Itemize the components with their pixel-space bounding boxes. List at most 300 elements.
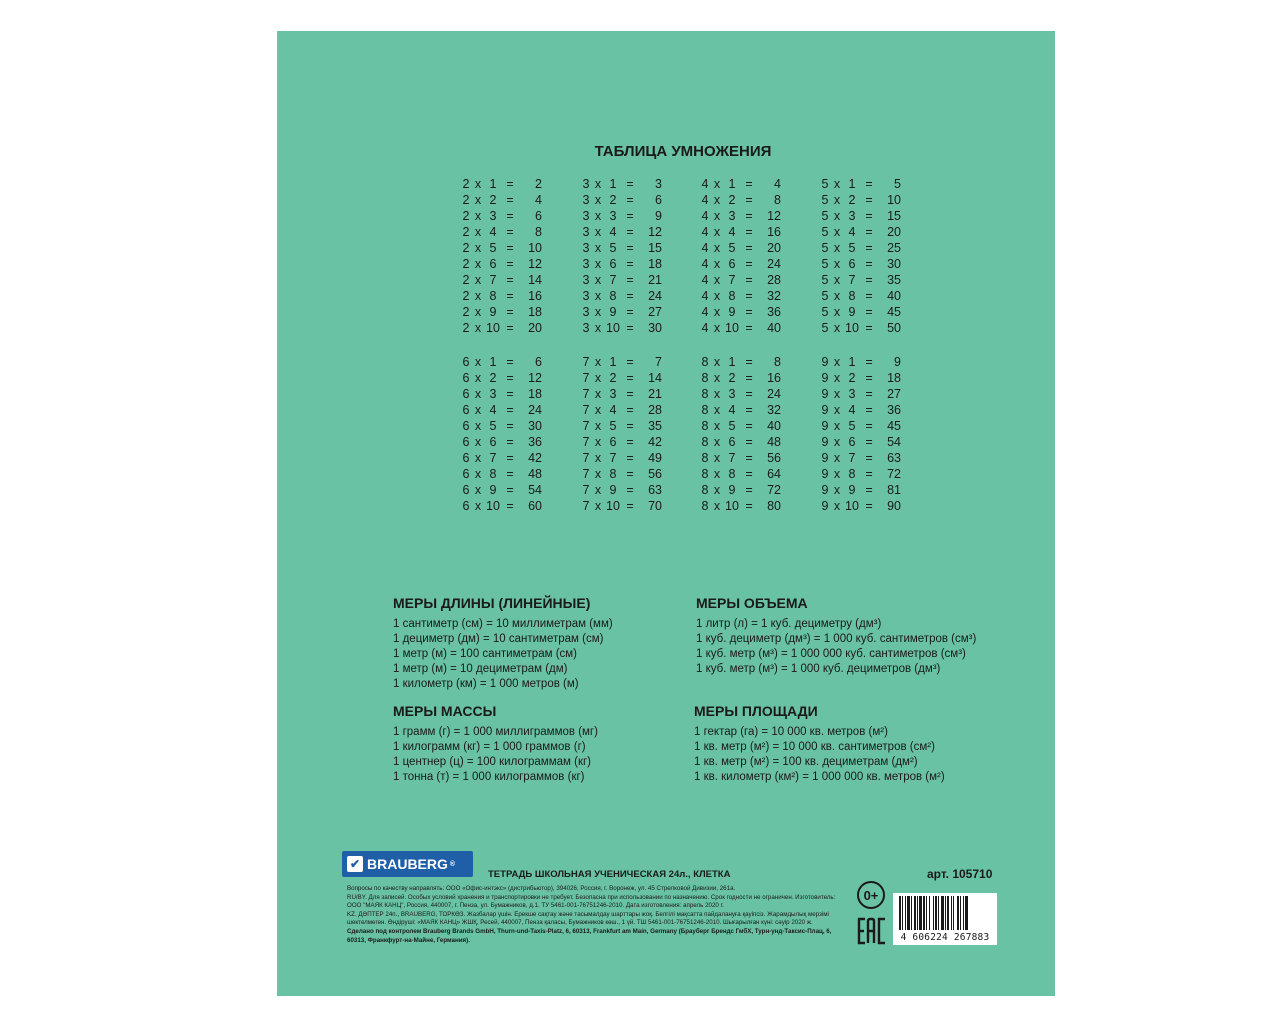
equation-row [460, 208, 550, 224]
multiplicand: 8 [701, 355, 709, 369]
multiplicand: 3 [582, 225, 590, 239]
multiplier: 7 [728, 273, 736, 287]
equals-sign: = [506, 371, 514, 385]
multiplier: 3 [848, 387, 856, 401]
multiplier: 6 [728, 257, 736, 271]
times-sign: x [474, 499, 482, 513]
equation-row [460, 466, 550, 482]
multiplier: 5 [609, 419, 617, 433]
multiplicand: 3 [582, 273, 590, 287]
multiplicand: 6 [462, 355, 470, 369]
equation-row [699, 320, 789, 336]
product-value: 90 [887, 499, 901, 513]
equation-row [699, 354, 789, 370]
multiplier: 5 [848, 241, 856, 255]
equals-sign: = [626, 451, 634, 465]
product-value: 12 [767, 209, 781, 223]
times-sign: x [474, 419, 482, 433]
equation-row [819, 208, 909, 224]
multiplier: 9 [848, 483, 856, 497]
times-sign: x [594, 273, 602, 287]
equals-sign: = [626, 371, 634, 385]
measure-line: 1 метр (м) = 10 дециметрам (дм) [393, 663, 568, 675]
measure-line: 1 килограмм (кг) = 1 000 граммов (г) [393, 741, 586, 753]
times-sign: x [713, 355, 721, 369]
barcode-bar [935, 896, 937, 930]
times-sign: x [713, 321, 721, 335]
equals-sign: = [865, 355, 873, 369]
times-sign: x [594, 451, 602, 465]
multiplier: 2 [489, 193, 497, 207]
multiplicand: 7 [582, 371, 590, 385]
measure-line: 1 литр (л) = 1 куб. дециметру (дм³) [696, 618, 882, 630]
product-value: 18 [887, 371, 901, 385]
multiplier: 5 [848, 419, 856, 433]
times-sign: x [713, 467, 721, 481]
length-measures-title: МЕРЫ ДЛИНЫ (ЛИНЕЙНЫЕ) [393, 595, 591, 611]
barcode-bar [947, 896, 949, 930]
multiplier: 3 [489, 387, 497, 401]
multiplier: 1 [489, 355, 497, 369]
barcode-bar [919, 896, 922, 930]
product-value: 60 [528, 499, 542, 513]
product-value: 2 [535, 177, 542, 191]
equals-sign: = [865, 177, 873, 191]
equals-sign: = [506, 273, 514, 287]
product-value: 35 [648, 419, 662, 433]
equals-sign: = [745, 483, 753, 497]
equals-sign: = [865, 371, 873, 385]
product-value: 27 [887, 387, 901, 401]
multiplier: 2 [848, 193, 856, 207]
equals-sign: = [745, 321, 753, 335]
multiplier: 6 [489, 257, 497, 271]
product-value: 32 [767, 403, 781, 417]
multiplier: 3 [728, 209, 736, 223]
measure-line: 1 кв. метр (м²) = 100 кв. дециметрам (дм²) [694, 756, 918, 768]
multiplier: 2 [489, 371, 497, 385]
equation-row [580, 418, 670, 434]
equation-row [460, 450, 550, 466]
product-value: 20 [528, 321, 542, 335]
equals-sign: = [745, 177, 753, 191]
multiplier: 9 [489, 305, 497, 319]
times-sign: x [713, 499, 721, 513]
product-value: 5 [894, 177, 901, 191]
times-sign: x [474, 435, 482, 449]
multiplier: 1 [728, 177, 736, 191]
equals-sign: = [506, 419, 514, 433]
equals-sign: = [506, 403, 514, 417]
times-sign: x [474, 403, 482, 417]
times-sign: x [833, 483, 841, 497]
times-sign: x [833, 321, 841, 335]
equals-sign: = [865, 289, 873, 303]
length-measures-section [393, 595, 613, 692]
times-sign: x [833, 467, 841, 481]
product-value: 63 [648, 483, 662, 497]
barcode-bar [905, 896, 906, 930]
equals-sign: = [506, 209, 514, 223]
equals-sign: = [865, 499, 873, 513]
product-value: 40 [767, 419, 781, 433]
times-sign: x [594, 209, 602, 223]
multiplier: 7 [848, 451, 856, 465]
equation-row [580, 370, 670, 386]
multiplicand: 2 [462, 273, 470, 287]
multiplier: 6 [728, 435, 736, 449]
multiplicand: 8 [701, 403, 709, 417]
times-table-8 [699, 354, 789, 514]
equals-sign: = [865, 435, 873, 449]
equation-row [460, 288, 550, 304]
equals-sign: = [506, 435, 514, 449]
product-value: 56 [648, 467, 662, 481]
multiplier: 8 [728, 467, 736, 481]
brauberg-logo [342, 851, 473, 877]
barcode-bar [923, 896, 925, 930]
times-sign: x [594, 177, 602, 191]
multiplicand: 9 [821, 435, 829, 449]
times-sign: x [833, 209, 841, 223]
equals-sign: = [745, 305, 753, 319]
equation-row [819, 272, 909, 288]
product-value: 72 [887, 467, 901, 481]
multiplier: 6 [489, 435, 497, 449]
times-sign: x [474, 193, 482, 207]
equation-row [460, 434, 550, 450]
multiplicand: 3 [582, 209, 590, 223]
measure-line: 1 километр (км) = 1 000 метров (м) [393, 678, 579, 690]
multiplier: 3 [848, 209, 856, 223]
multiplicand: 8 [701, 483, 709, 497]
mass-measures-title: МЕРЫ МАССЫ [393, 703, 497, 719]
multiplier: 9 [728, 483, 736, 497]
product-value: 56 [767, 451, 781, 465]
multiplier: 10 [606, 321, 620, 335]
product-value: 6 [535, 209, 542, 223]
equation-row [819, 288, 909, 304]
times-sign: x [833, 305, 841, 319]
equation-row [819, 418, 909, 434]
multiplicand: 3 [582, 257, 590, 271]
times-sign: x [474, 225, 482, 239]
product-value: 28 [767, 273, 781, 287]
measure-line: 1 куб. метр (м³) = 1 000 куб. дециметров (дм³) [696, 663, 941, 675]
measure-line: 1 куб. дециметр (дм³) = 1 000 куб. сантиметров (см³) [696, 633, 977, 645]
barcode-bar [926, 896, 927, 930]
times-sign: x [833, 499, 841, 513]
barcode-bar [941, 896, 944, 930]
equals-sign: = [745, 371, 753, 385]
multiplicand: 7 [582, 499, 590, 513]
product-value: 12 [528, 257, 542, 271]
times-sign: x [474, 371, 482, 385]
multiplier: 4 [609, 225, 617, 239]
multiplier: 5 [489, 419, 497, 433]
equals-sign: = [745, 209, 753, 223]
times-sign: x [833, 387, 841, 401]
equation-row [819, 304, 909, 320]
multiplicand: 4 [701, 289, 709, 303]
product-value: 16 [767, 225, 781, 239]
multiplicand: 6 [462, 419, 470, 433]
times-sign: x [594, 499, 602, 513]
times-sign: x [474, 321, 482, 335]
multiplicand: 9 [821, 355, 829, 369]
multiplicand: 2 [462, 177, 470, 191]
equation-row [819, 466, 909, 482]
equals-sign: = [626, 321, 634, 335]
equation-row [699, 386, 789, 402]
multiplicand: 3 [582, 289, 590, 303]
barcode-bar [899, 896, 901, 930]
measure-line: 1 куб. метр (м³) = 1 000 000 куб. сантиметров (см³) [696, 648, 966, 660]
area-measures-section [694, 703, 945, 785]
times-sign: x [594, 355, 602, 369]
equation-row [819, 402, 909, 418]
multiplicand: 9 [821, 483, 829, 497]
equation-row [580, 320, 670, 336]
equals-sign: = [745, 403, 753, 417]
measure-line: 1 гектар (га) = 10 000 кв. метров (м²) [694, 726, 888, 738]
multiplicand: 7 [582, 355, 590, 369]
product-value: 30 [528, 419, 542, 433]
product-value: 40 [887, 289, 901, 303]
multiplier: 2 [609, 193, 617, 207]
product-value: 10 [528, 241, 542, 255]
equation-row [460, 354, 550, 370]
multiplier: 10 [845, 321, 859, 335]
multiplier: 8 [609, 467, 617, 481]
multiplicand: 4 [701, 321, 709, 335]
equals-sign: = [865, 241, 873, 255]
equals-sign: = [626, 435, 634, 449]
multiplicand: 3 [582, 177, 590, 191]
product-value: 64 [767, 467, 781, 481]
multiplier: 8 [489, 289, 497, 303]
equation-row [580, 256, 670, 272]
product-value: 12 [528, 371, 542, 385]
product-value: 28 [648, 403, 662, 417]
times-sign: x [713, 435, 721, 449]
multiplicand: 2 [462, 289, 470, 303]
equation-row [819, 224, 909, 240]
product-value: 3 [655, 177, 662, 191]
equation-row [819, 320, 909, 336]
times-sign: x [833, 225, 841, 239]
equals-sign: = [506, 305, 514, 319]
multiplier: 8 [728, 289, 736, 303]
fine-print-line: RU/BY. Для записей. Особых условий хранения и транспортировки не требует. Безопасна при использовании по назначению. Срок годности не ограничен. Изготовитель: [347, 893, 836, 901]
equals-sign: = [865, 273, 873, 287]
multiplier: 4 [728, 403, 736, 417]
barcode-bar [953, 896, 954, 930]
multiplicand: 6 [462, 387, 470, 401]
product-value: 6 [535, 355, 542, 369]
equation-row [699, 418, 789, 434]
multiplier: 5 [489, 241, 497, 255]
multiplier: 6 [848, 257, 856, 271]
product-value: 10 [887, 193, 901, 207]
product-value: 8 [774, 355, 781, 369]
product-value: 14 [648, 371, 662, 385]
times-sign: x [594, 289, 602, 303]
multiplicand: 9 [821, 467, 829, 481]
equals-sign: = [626, 225, 634, 239]
times-sign: x [474, 467, 482, 481]
times-sign: x [594, 387, 602, 401]
multiplicand: 8 [701, 419, 709, 433]
eac-mark-icon [857, 917, 887, 945]
multiplicand: 2 [462, 209, 470, 223]
equals-sign: = [506, 483, 514, 497]
multiplicand: 6 [462, 403, 470, 417]
equals-sign: = [626, 193, 634, 207]
equation-row [580, 482, 670, 498]
times-sign: x [474, 305, 482, 319]
equals-sign: = [506, 387, 514, 401]
product-value: 49 [648, 451, 662, 465]
equation-row [580, 402, 670, 418]
multiplier: 3 [728, 387, 736, 401]
multiplicand: 5 [821, 321, 829, 335]
product-value: 21 [648, 387, 662, 401]
equation-row [460, 224, 550, 240]
equation-row [580, 240, 670, 256]
equation-row [699, 498, 789, 514]
multiplier: 9 [848, 305, 856, 319]
times-sign: x [713, 305, 721, 319]
multiplicand: 9 [821, 499, 829, 513]
times-sign: x [713, 289, 721, 303]
product-value: 24 [767, 257, 781, 271]
times-sign: x [474, 257, 482, 271]
product-value: 25 [887, 241, 901, 255]
times-sign: x [474, 209, 482, 223]
multiplier: 7 [489, 273, 497, 287]
equals-sign: = [745, 419, 753, 433]
equation-row [819, 434, 909, 450]
times-sign: x [474, 241, 482, 255]
multiplicand: 4 [701, 273, 709, 287]
equation-row [580, 386, 670, 402]
equals-sign: = [626, 403, 634, 417]
times-sign: x [594, 241, 602, 255]
article-number: арт. 105710 [927, 867, 993, 881]
product-value: 81 [887, 483, 901, 497]
times-sign: x [713, 403, 721, 417]
times-sign: x [713, 209, 721, 223]
multiplicand: 7 [582, 403, 590, 417]
multiplier: 10 [845, 499, 859, 513]
times-sign: x [833, 355, 841, 369]
fine-print-line: KZ. ДӘПТЕР 24п., BRAUBERG, ТОРКӨЗ. Жазбалар үшін. Ерекше сақтау және тасымалдау шарттары жоқ. Белгілі мақсатта пайдалануға қауіпсіз. Жарамдылық мерзімі [347, 910, 829, 918]
multiplicand: 5 [821, 289, 829, 303]
times-sign: x [594, 467, 602, 481]
product-value: 6 [655, 193, 662, 207]
product-value: 20 [767, 241, 781, 255]
equation-row [819, 240, 909, 256]
equals-sign: = [626, 355, 634, 369]
product-value: 20 [887, 225, 901, 239]
equation-row [580, 304, 670, 320]
multiplier: 10 [725, 499, 739, 513]
equals-sign: = [745, 435, 753, 449]
times-sign: x [713, 451, 721, 465]
multiplier: 3 [609, 209, 617, 223]
product-value: 15 [648, 241, 662, 255]
equals-sign: = [745, 387, 753, 401]
multiplicand: 5 [821, 177, 829, 191]
multiplicand: 6 [462, 499, 470, 513]
equation-row [580, 450, 670, 466]
equals-sign: = [506, 467, 514, 481]
equals-sign: = [626, 419, 634, 433]
barcode-bar [914, 896, 916, 930]
equals-sign: = [745, 241, 753, 255]
equation-row [460, 498, 550, 514]
times-sign: x [713, 387, 721, 401]
product-value: 35 [887, 273, 901, 287]
measure-line: 1 метр (м) = 100 сантиметрам (см) [393, 648, 578, 660]
product-value: 72 [767, 483, 781, 497]
equation-row [699, 434, 789, 450]
multiplicand: 5 [821, 225, 829, 239]
times-sign: x [474, 355, 482, 369]
multiplier: 1 [848, 177, 856, 191]
times-sign: x [594, 371, 602, 385]
equals-sign: = [865, 225, 873, 239]
multiplier: 1 [609, 177, 617, 191]
barcode-bar [938, 896, 939, 930]
times-sign: x [833, 419, 841, 433]
product-value: 12 [648, 225, 662, 239]
product-value: 9 [655, 209, 662, 223]
product-value: 48 [767, 435, 781, 449]
equals-sign: = [745, 451, 753, 465]
times-sign: x [594, 193, 602, 207]
product-value: 24 [528, 403, 542, 417]
equation-row [460, 272, 550, 288]
times-sign: x [713, 483, 721, 497]
times-sign: x [594, 257, 602, 271]
multiplier: 7 [609, 273, 617, 287]
times-sign: x [474, 451, 482, 465]
product-value: 8 [774, 193, 781, 207]
equals-sign: = [506, 499, 514, 513]
multiplicand: 4 [701, 257, 709, 271]
multiplicand: 7 [582, 419, 590, 433]
times-sign: x [833, 241, 841, 255]
equals-sign: = [506, 321, 514, 335]
equation-row [580, 224, 670, 240]
equals-sign: = [506, 289, 514, 303]
equation-row [699, 466, 789, 482]
product-value: 7 [655, 355, 662, 369]
multiplier: 7 [848, 273, 856, 287]
barcode-bar [917, 896, 918, 930]
equals-sign: = [865, 419, 873, 433]
product-value: 4 [535, 193, 542, 207]
multiplier: 9 [609, 483, 617, 497]
equals-sign: = [506, 241, 514, 255]
fine-print-line: Вопросы по качеству направлять: ООО «Офис-интэкс» (дистрибьютор), 394026, Россия, г. Воронеж, ул. 45 Стрелковой Дивизии, 261а. [347, 885, 736, 892]
times-sign: x [833, 371, 841, 385]
multiplicand: 5 [821, 193, 829, 207]
multiplier: 2 [728, 193, 736, 207]
product-value: 70 [648, 499, 662, 513]
